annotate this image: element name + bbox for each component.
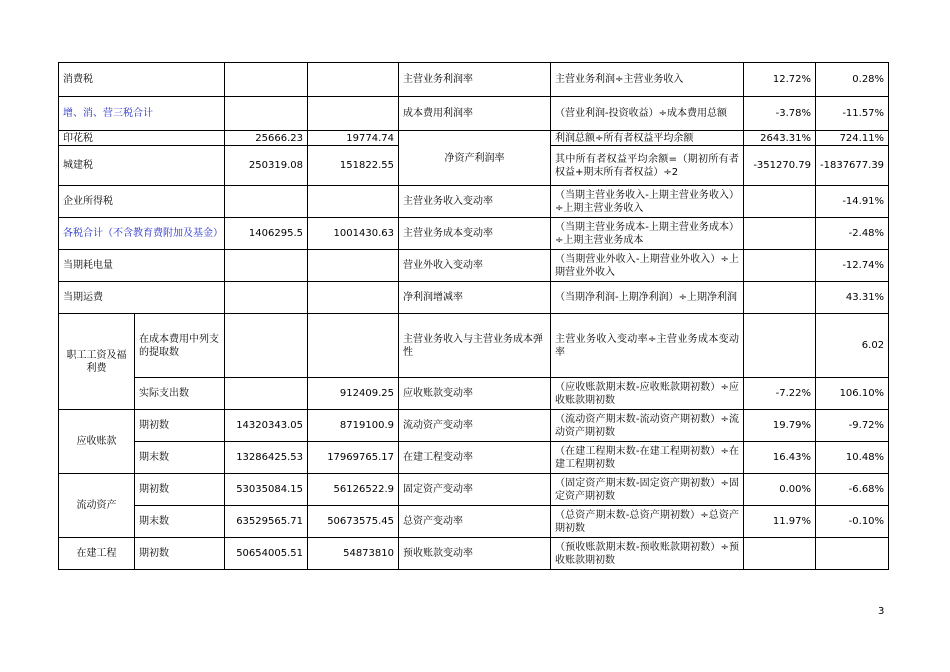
- item-label: 城建税: [59, 146, 225, 186]
- rate-cell: -1837677.39: [816, 146, 889, 186]
- item-label: 增、消、营三税合计: [59, 97, 225, 131]
- metric-name: 预收账款变动率: [399, 538, 551, 570]
- metric-name: 成本费用利润率: [399, 97, 551, 131]
- value-cell: [225, 97, 308, 131]
- rate-cell: 43.31%: [816, 282, 889, 314]
- metric-name: 营业外收入变动率: [399, 250, 551, 282]
- rate-cell: 0.00%: [744, 474, 816, 506]
- value-cell: [225, 63, 308, 97]
- rate-cell: [744, 538, 816, 570]
- value-cell: 1406295.5: [225, 218, 308, 250]
- metric-name: 主营业务成本变动率: [399, 218, 551, 250]
- item-label: 各税合计（不含教育费附加及基金）: [59, 218, 225, 250]
- value-cell: 50654005.51: [225, 538, 308, 570]
- formula-cell: （预收账款期末数-预收账款期初数）÷预收账款期初数: [551, 538, 744, 570]
- value-cell: 56126522.9: [308, 474, 399, 506]
- rate-cell: -7.22%: [744, 378, 816, 410]
- formula-cell: （流动资产期末数-流动资产期初数）÷流动资产期初数: [551, 410, 744, 442]
- table-row: [59, 131, 889, 146]
- item-label: 当期运费: [59, 282, 225, 314]
- table-row: [59, 97, 889, 131]
- formula-cell: （当期净利润-上期净利润）÷上期净利润: [551, 282, 744, 314]
- group-label: 在建工程: [59, 538, 135, 570]
- page-number: 3: [878, 606, 885, 617]
- rate-cell: -2.48%: [816, 218, 889, 250]
- table-row: [59, 442, 889, 474]
- formula-cell: （在建工程期末数-在建工程期初数）÷在建工程期初数: [551, 442, 744, 474]
- rate-cell: -351270.79: [744, 146, 816, 186]
- formula-cell: （营业利润-投资收益）÷成本费用总额: [551, 97, 744, 131]
- value-cell: 14320343.05: [225, 410, 308, 442]
- value-cell: 19774.74: [308, 131, 399, 146]
- table-row: [59, 250, 889, 282]
- rate-cell: -11.57%: [816, 97, 889, 131]
- rate-cell: 19.79%: [744, 410, 816, 442]
- group-label: 流动资产: [59, 474, 135, 538]
- formula-cell: （当期主营业务成本-上期主营业务成本）÷上期主营业务成本: [551, 218, 744, 250]
- metric-name: 主营业务收入变动率: [399, 186, 551, 218]
- rate-cell: 106.10%: [816, 378, 889, 410]
- table-row: [59, 474, 889, 506]
- value-cell: 8719100.9: [308, 410, 399, 442]
- value-cell: 912409.25: [308, 378, 399, 410]
- value-cell: 50673575.45: [308, 506, 399, 538]
- sub-item-label: 期末数: [135, 442, 225, 474]
- value-cell: 151822.55: [308, 146, 399, 186]
- formula-cell: 主营业务利润÷主营业务收入: [551, 63, 744, 97]
- value-cell: 17969765.17: [308, 442, 399, 474]
- value-cell: [308, 282, 399, 314]
- sub-item-label: 期初数: [135, 474, 225, 506]
- rate-cell: [744, 218, 816, 250]
- value-cell: [225, 282, 308, 314]
- formula-cell: 主营业务收入变动率÷主营业务成本变动率: [551, 314, 744, 378]
- rate-cell: 10.48%: [816, 442, 889, 474]
- value-cell: 13286425.53: [225, 442, 308, 474]
- value-cell: 53035084.15: [225, 474, 308, 506]
- metric-name: 在建工程变动率: [399, 442, 551, 474]
- value-cell: [225, 314, 308, 378]
- sub-item-label: 在成本费用中列支的提取数: [135, 314, 225, 378]
- value-cell: 54873810: [308, 538, 399, 570]
- item-label: 印花税: [59, 131, 225, 146]
- item-label: 当期耗电量: [59, 250, 225, 282]
- rate-cell: 2643.31%: [744, 131, 816, 146]
- rate-cell: 12.72%: [744, 63, 816, 97]
- value-cell: 1001430.63: [308, 218, 399, 250]
- sub-item-label: 期末数: [135, 506, 225, 538]
- rate-cell: 0.28%: [816, 63, 889, 97]
- formula-cell: （总资产期末数-总资产期初数）÷总资产期初数: [551, 506, 744, 538]
- table-row: [59, 378, 889, 410]
- formula-cell: （固定资产期末数-固定资产期初数）÷固定资产期初数: [551, 474, 744, 506]
- value-cell: [308, 314, 399, 378]
- formula-cell: 利润总额÷所有者权益平均余额: [551, 131, 744, 146]
- value-cell: 250319.08: [225, 146, 308, 186]
- rate-cell: [744, 282, 816, 314]
- rate-cell: -14.91%: [816, 186, 889, 218]
- value-cell: [308, 97, 399, 131]
- rate-cell: 16.43%: [744, 442, 816, 474]
- item-label: 企业所得税: [59, 186, 225, 218]
- tax-analysis-table: [58, 62, 889, 570]
- rate-cell: -0.10%: [816, 506, 889, 538]
- metric-name: 主营业务收入与主营业务成本弹性: [399, 314, 551, 378]
- rate-cell: 6.02: [816, 314, 889, 378]
- group-label: 应收账款: [59, 410, 135, 474]
- table-row: [59, 186, 889, 218]
- metric-name: 应收账款变动率: [399, 378, 551, 410]
- metric-name: 净资产利润率: [399, 131, 551, 186]
- value-cell: 25666.23: [225, 131, 308, 146]
- table-row: [59, 506, 889, 538]
- rate-cell: 724.11%: [816, 131, 889, 146]
- sub-item-label: 实际支出数: [135, 378, 225, 410]
- table-row: [59, 410, 889, 442]
- rate-cell: -12.74%: [816, 250, 889, 282]
- item-label: 消费税: [59, 63, 225, 97]
- rate-cell: [744, 314, 816, 378]
- formula-cell: 其中所有者权益平均余额=（期初所有者权益+期末所有者权益）÷2: [551, 146, 744, 186]
- table-row: [59, 538, 889, 570]
- metric-name: 固定资产变动率: [399, 474, 551, 506]
- value-cell: [308, 186, 399, 218]
- value-cell: [225, 250, 308, 282]
- sub-item-label: 期初数: [135, 538, 225, 570]
- table-row: [59, 282, 889, 314]
- metric-name: 主营业务利润率: [399, 63, 551, 97]
- rate-cell: [816, 538, 889, 570]
- rate-cell: -6.68%: [816, 474, 889, 506]
- metric-name: 流动资产变动率: [399, 410, 551, 442]
- metric-name: 净利润增减率: [399, 282, 551, 314]
- formula-cell: （当期营业外收入-上期营业外收入）÷上期营业外收入: [551, 250, 744, 282]
- formula-cell: （当期主营业务收入-上期主营业务收入）÷上期主营业务收入: [551, 186, 744, 218]
- value-cell: [308, 63, 399, 97]
- value-cell: [225, 378, 308, 410]
- rate-cell: [744, 186, 816, 218]
- table-row: [59, 218, 889, 250]
- value-cell: [308, 250, 399, 282]
- formula-cell: （应收账款期末数-应收账款期初数）÷应收账款期初数: [551, 378, 744, 410]
- rate-cell: [744, 250, 816, 282]
- group-label: 职工工资及福利费: [59, 314, 135, 410]
- value-cell: [225, 186, 308, 218]
- value-cell: 63529565.71: [225, 506, 308, 538]
- rate-cell: -3.78%: [744, 97, 816, 131]
- metric-name: 总资产变动率: [399, 506, 551, 538]
- rate-cell: -9.72%: [816, 410, 889, 442]
- sub-item-label: 期初数: [135, 410, 225, 442]
- table-row: [59, 63, 889, 97]
- rate-cell: 11.97%: [744, 506, 816, 538]
- table-row: [59, 314, 889, 378]
